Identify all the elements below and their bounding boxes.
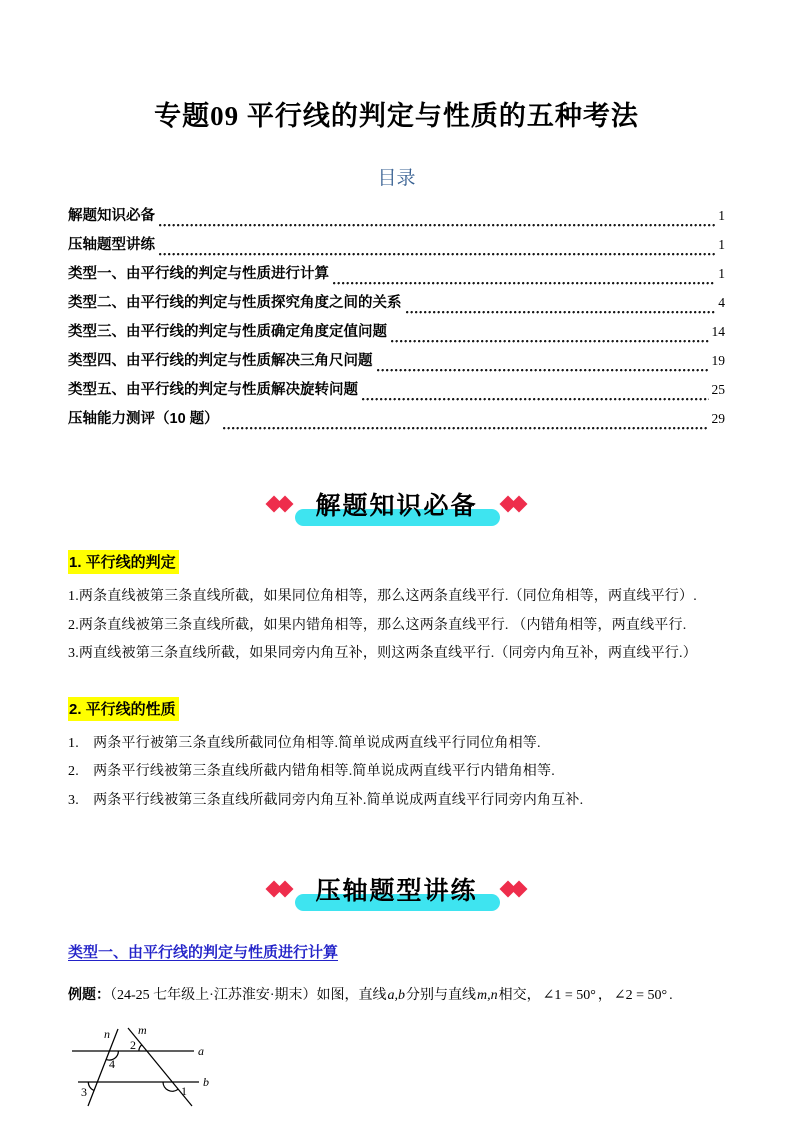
toc-page-number: 1: [718, 208, 725, 223]
toc-entry-label: 类型三、由平行线的判定与性质确定角度定值问题: [68, 324, 387, 340]
label-angle-2: 2: [130, 1038, 136, 1052]
knowledge-section-banner: [68, 486, 725, 522]
toc-entry[interactable]: [68, 262, 725, 291]
practice-banner-title: 压轴题型讲练: [307, 871, 485, 907]
example-seg1: （24-25 七年级上·江苏淮安·期末）如图，直线: [110, 988, 387, 1003]
toc-leader-dots: [333, 282, 715, 285]
toc-page-number: 1: [718, 266, 725, 281]
judgement-paragraphs: [68, 583, 725, 669]
toc-page-number: 1: [718, 237, 725, 252]
toc-entry[interactable]: [68, 320, 725, 349]
judgement-item: 3.两直线被第三条直线所截，如果同旁内角互补，则这两条直线平行.（同旁内角互补，两直线平行.）: [68, 646, 697, 661]
angle-2-arc: [139, 1045, 142, 1051]
example-math-mn: m,n: [477, 988, 498, 1003]
label-angle-4: 4: [109, 1057, 115, 1071]
judgement-item: 1.两条直线被第三条直线所截，如果同位角相等，那么这两条直线平行.（同位角相等，两直线平行）.: [68, 589, 697, 604]
judgement-subheading: 1. 平行线的判定: [68, 550, 179, 574]
example-seg2: 分别与直线: [406, 988, 476, 1003]
diamonds-left-icon: [268, 883, 291, 895]
toc-entry[interactable]: [68, 233, 725, 262]
toc-entry[interactable]: [68, 291, 725, 320]
example-seg5: .: [669, 988, 673, 1003]
example-angle1-expr: ∠1 = 50°: [542, 988, 596, 1003]
toc-entry-label: 压轴题型讲练: [68, 237, 155, 253]
toc-entry-label: 类型五、由平行线的判定与性质解决旋转问题: [68, 382, 358, 398]
toc-leader-dots: [223, 427, 709, 430]
toc-entry[interactable]: [68, 407, 725, 436]
toc-entry-label: 类型一、由平行线的判定与性质进行计算: [68, 266, 329, 282]
type1-heading: 类型一、由平行线的判定与性质进行计算: [68, 944, 339, 961]
property-paragraphs: [68, 730, 725, 816]
judgement-item: 2.两条直线被第三条直线所截，如果内错角相等，那么这两条直线平行. （内错角相等，两直线平行.: [68, 617, 687, 633]
diamonds-left-icon: [268, 498, 291, 510]
toc-title: 目录: [377, 168, 416, 189]
example-seg4: ，: [597, 988, 612, 1003]
example-angle2-expr: ∠2 = 50°: [613, 988, 668, 1003]
toc-page-number: 19: [711, 353, 725, 368]
toc-entry-label: 类型二、由平行线的判定与性质探究角度之间的关系: [68, 295, 402, 311]
geometry-figure: [62, 1018, 725, 1122]
example-math-ab: a,b: [387, 988, 405, 1003]
toc-entry[interactable]: [68, 349, 725, 378]
toc-entry-label: 压轴能力测评（10 题）: [68, 411, 219, 427]
toc-leader-dots: [159, 253, 715, 256]
label-m: m: [138, 1023, 147, 1037]
toc-page-number: 14: [711, 324, 725, 339]
toc-leader-dots: [159, 224, 715, 227]
property-item: 2. 两条平行线被第三条直线所截内错角相等.简单说成两直线平行内错角相等.: [68, 764, 555, 779]
example-label: 例题：: [68, 988, 110, 1003]
toc-entry-label: 解题知识必备: [68, 208, 155, 224]
example-seg3: 相交，: [498, 988, 541, 1003]
toc-entry[interactable]: [68, 204, 725, 233]
label-b: b: [203, 1075, 209, 1089]
label-a: a: [198, 1044, 204, 1058]
label-angle-1: 1: [181, 1084, 187, 1098]
parallel-lines-diagram: [62, 1018, 232, 1118]
diamonds-right-icon: [502, 883, 525, 895]
toc-page-number: 25: [711, 382, 725, 397]
angle-3-arc: [88, 1082, 94, 1090]
label-n: n: [104, 1027, 110, 1041]
toc-leader-dots: [362, 398, 709, 401]
example-problem-text: [68, 984, 725, 1008]
property-subheading: 2. 平行线的性质: [68, 697, 179, 721]
diamonds-right-icon: [502, 498, 525, 510]
table-of-contents: [68, 204, 725, 436]
toc-entry[interactable]: [68, 378, 725, 407]
practice-section-banner: [68, 871, 725, 907]
toc-page-number: 4: [718, 295, 725, 310]
label-angle-3: 3: [81, 1085, 87, 1099]
toc-leader-dots: [406, 311, 716, 314]
toc-leader-dots: [391, 340, 709, 343]
toc-entry-label: 类型四、由平行线的判定与性质解决三角尺问题: [68, 353, 373, 369]
property-item: 1. 两条平行被第三条直线所截同位角相等.简单说成两直线平行同位角相等.: [68, 735, 541, 751]
knowledge-banner-title: 解题知识必备: [307, 486, 485, 522]
toc-page-number: 29: [711, 411, 725, 426]
toc-leader-dots: [377, 369, 709, 372]
page-title: 专题09 平行线的判定与性质的五种考法: [154, 101, 639, 131]
property-item: 3. 两条平行线被第三条直线所截同旁内角互补.简单说成两直线平行同旁内角互补.: [68, 792, 584, 808]
